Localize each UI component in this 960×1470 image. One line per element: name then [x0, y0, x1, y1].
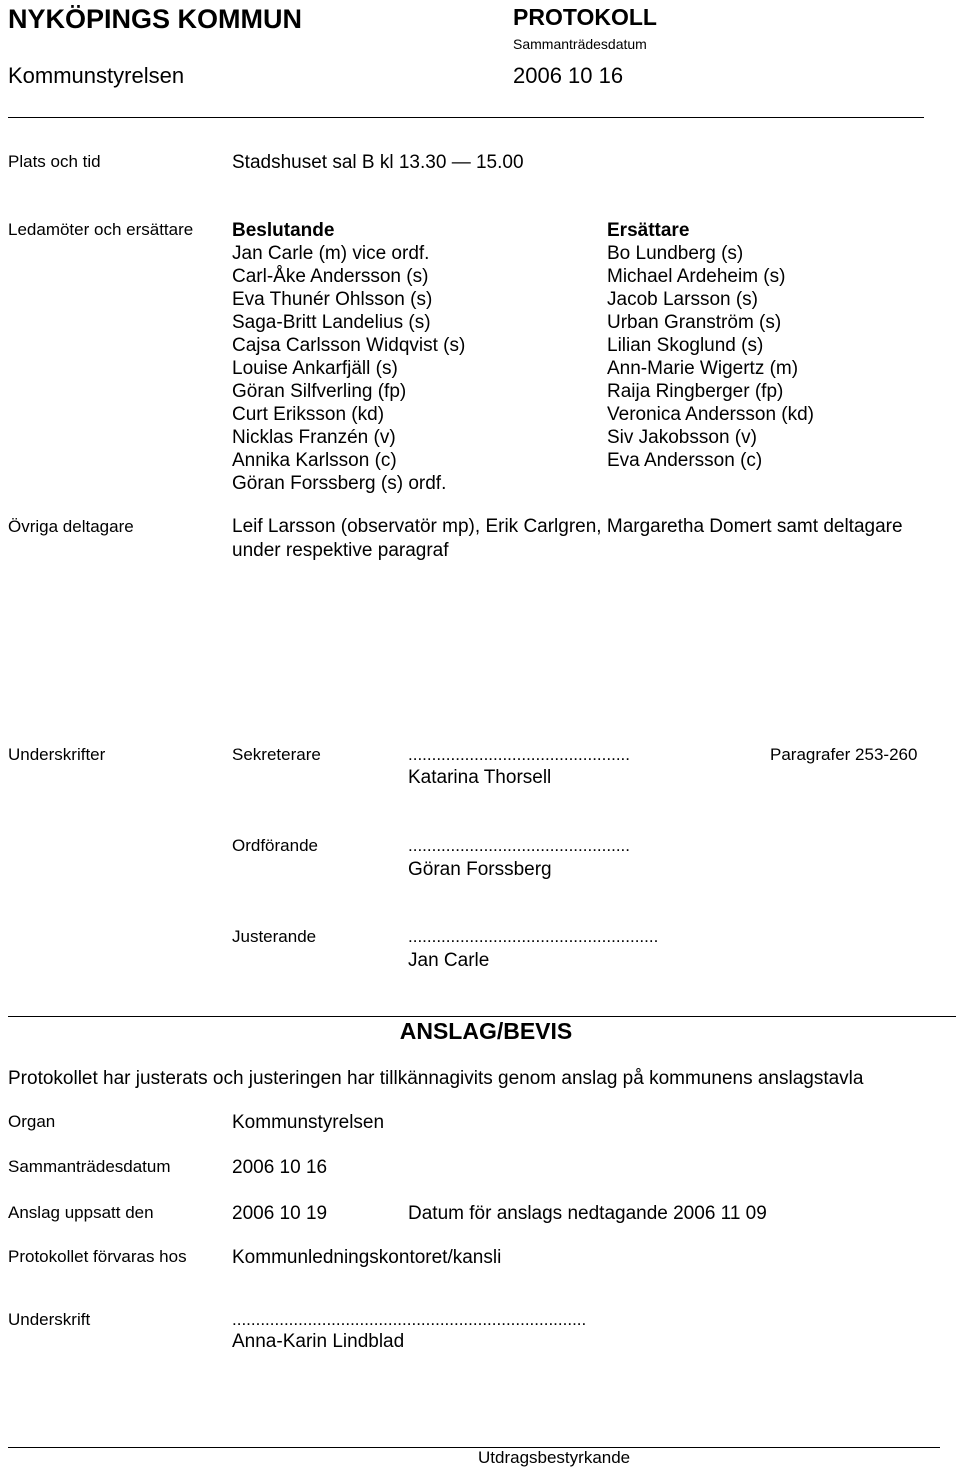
header-rule [8, 117, 924, 118]
list-item: Bo Lundberg (s) [607, 243, 744, 264]
list-item: Veronica Andersson (kd) [607, 404, 815, 425]
posted-label: Anslag uppsatt den [8, 1203, 154, 1222]
place-label: Plats och tid [8, 152, 101, 171]
chair-signature-line: ............................................... [408, 836, 630, 855]
list-item: Siv Jakobsson (v) [607, 427, 757, 448]
decision-makers-list [232, 219, 465, 495]
substitutes-list [607, 219, 814, 472]
chair-name: Göran Forssberg [408, 859, 552, 880]
list-item: Cajsa Carlsson Widqvist (s) [232, 335, 466, 356]
decision-makers-heading: Beslutande [232, 220, 335, 241]
list-item: Jan Carle (m) vice ordf. [232, 243, 430, 264]
list-item: Annika Karlsson (c) [232, 450, 397, 471]
meeting-date: 2006 10 16 [513, 63, 624, 88]
stored-label: Protokollet förvaras hos [8, 1247, 187, 1266]
substitutes-heading: Ersättare [607, 220, 690, 241]
meeting-date-label: Sammanträdesdatum [513, 36, 647, 52]
adjuster-label: Justerande [232, 927, 317, 946]
notice-statement: Protokollet har justerats och justeringen har tillkännagivits genom anslag på kommunens anslagstavla [8, 1068, 864, 1089]
signatory-name: Anna-Karin Lindblad [232, 1331, 405, 1352]
secretary-label: Sekreterare [232, 745, 321, 764]
removal-date: Datum för anslags nedtagande 2006 11 09 [408, 1203, 767, 1224]
list-item: Jacob Larsson (s) [607, 289, 759, 310]
posted-date: 2006 10 19 [232, 1203, 328, 1224]
footer-rule [8, 1447, 940, 1448]
footer-text: Utdragsbestyrkande [478, 1448, 631, 1467]
adjuster-name: Jan Carle [408, 950, 490, 971]
list-item: Göran Silfverling (fp) [232, 381, 407, 402]
list-item: Ann-Marie Wigertz (m) [607, 358, 799, 379]
list-item: Michael Ardeheim (s) [607, 266, 786, 287]
others-label: Övriga deltagare [8, 517, 134, 536]
committee-name: Kommunstyrelsen [8, 63, 185, 88]
notice-date-label: Sammanträdesdatum [8, 1157, 171, 1176]
list-item: Nicklas Franzén (v) [232, 427, 396, 448]
list-item: Curt Eriksson (kd) [232, 404, 385, 425]
list-item: Eva Thunér Ohlsson (s) [232, 289, 433, 310]
list-item: Göran Forssberg (s) ordf. [232, 473, 447, 494]
municipality-name: NYKÖPINGS KOMMUN [8, 4, 303, 34]
list-item: Eva Andersson (c) [607, 450, 763, 471]
notice-date-value: 2006 10 16 [232, 1157, 328, 1178]
stored-value: Kommunledningskontoret/kansli [232, 1247, 502, 1268]
secretary-name: Katarina Thorsell [408, 767, 552, 788]
members-label: Ledamöter och ersättare [8, 220, 194, 239]
paragraph-range: Paragrafer 253-260 [770, 745, 918, 764]
secretary-signature-line: ............................................... [408, 745, 630, 764]
list-item: Urban Granström (s) [607, 312, 782, 333]
others-line-1: Leif Larsson (observatör mp), Erik Carlgren, Margaretha Domert samt deltagare [232, 516, 903, 537]
list-item: Carl-Åke Andersson (s) [232, 266, 429, 287]
place-value: Stadshuset sal B kl 13.30 — 15.00 [232, 152, 524, 173]
document-type: PROTOKOLL [513, 4, 657, 30]
list-item: Louise Ankarfjäll (s) [232, 358, 398, 379]
signature-label: Underskrift [8, 1310, 91, 1329]
chair-label: Ordförande [232, 836, 318, 855]
organ-label: Organ [8, 1112, 56, 1131]
notice-title: ANSLAG/BEVIS [399, 1018, 573, 1044]
list-item: Saga-Britt Landelius (s) [232, 312, 431, 333]
list-item: Lilian Skoglund (s) [607, 335, 764, 356]
organ-value: Kommunstyrelsen [232, 1112, 385, 1133]
adjuster-signature-line: ..................................................... [408, 927, 659, 946]
signatures-label: Underskrifter [8, 745, 106, 764]
others-line-2: under respektive paragraf [232, 540, 449, 561]
signature-line: ........................................................................... [232, 1310, 587, 1329]
list-item: Raija Ringberger (fp) [607, 381, 784, 402]
notice-rule [8, 1016, 956, 1017]
